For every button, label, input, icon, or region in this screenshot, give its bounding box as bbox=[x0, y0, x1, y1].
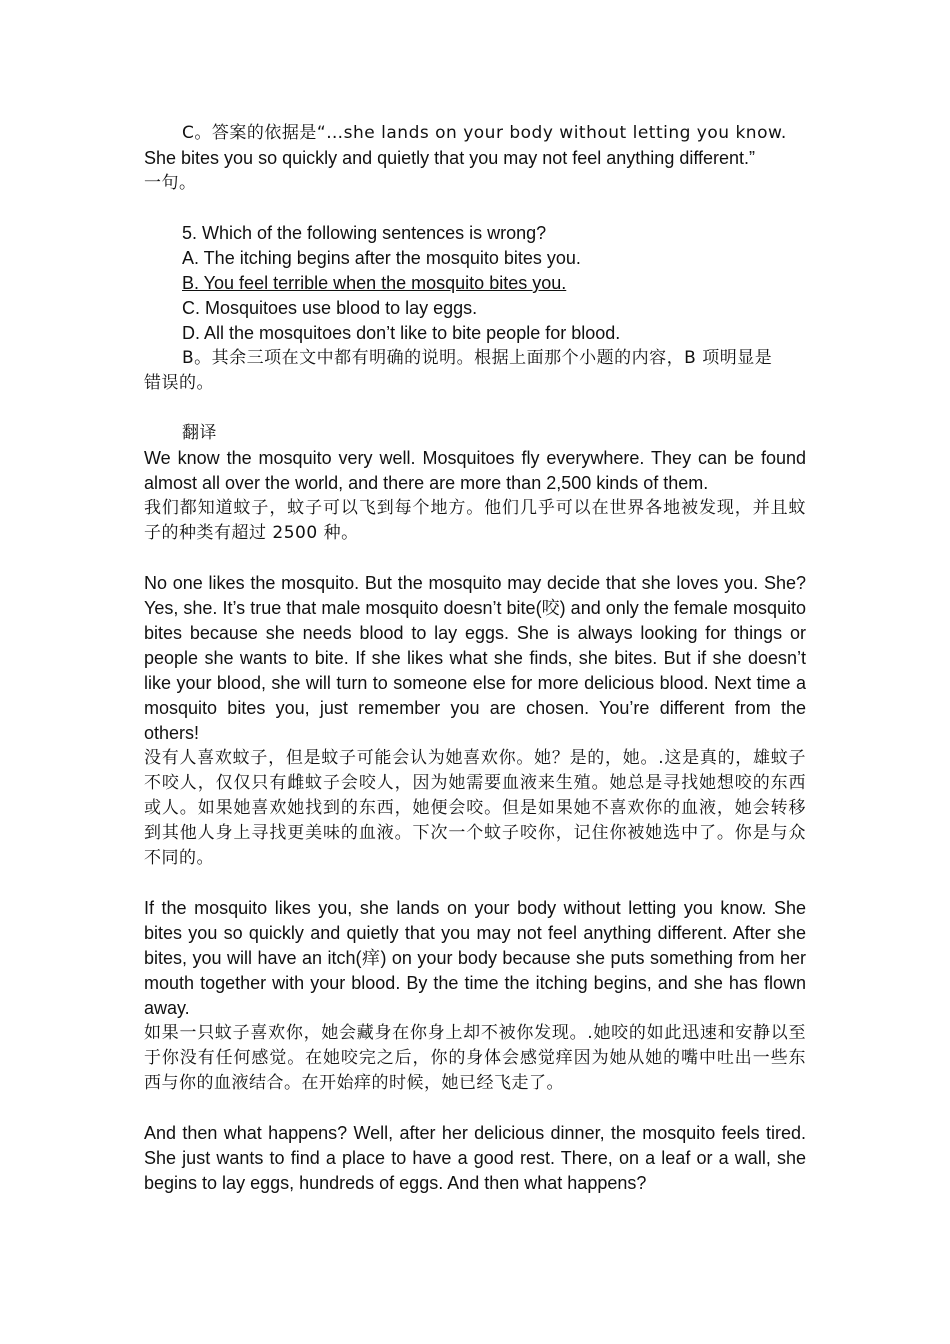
english-paragraph: We know the mosquito very well. Mosquitoes fly everywhere. They can be found almost all over the world, and there are more than 2,500 kinds of them. bbox=[144, 448, 806, 493]
answer-explanation-4 bbox=[144, 121, 806, 196]
chinese-translation: 没有人喜欢蚊子，但是蚊子可能会认为她喜欢你。她？是的，她。.这是真的，雄蚊子不咬人，仅仅只有雌蚊子会咬人，因为她需要血液来生殖。她总是寻找她想咬的东西或人。如果她喜欢她找到的东西，她便会咬。但是如果她不喜欢你的血液，她会转移到其他人身上寻找更美味的血液。下次一个蚊子咬你，记住你被她选中了。你是与众不同的。 bbox=[144, 748, 806, 868]
english-paragraph: No one likes the mosquito. But the mosquito may decide that she loves you. She? Yes, she. It’s true that male mosquito doesn’t bite(咬) and only the female mosquito bites because she needs blood to lay eggs. She is always looking for things or people she wants to bite. If she likes what she finds, she bites. But if she doesn’t like your blood, she will turn to someone else for more delicious blood. Next time a mosquito bites you, just remember you are chosen. You’re different from the others! bbox=[144, 573, 806, 743]
english-paragraph: If the mosquito likes you, she lands on your body without letting you know. She bites you so quickly and quietly that you may not feel anything different. After she bites, you will have an itch(痒) on your body because she puts something from her mouth together with your blood. By the time the itching begins, and she has flown away. bbox=[144, 898, 806, 1018]
option-c: C. Mosquitoes use blood to lay eggs. bbox=[182, 298, 478, 318]
answer-explanation: 错误的。 bbox=[144, 373, 214, 393]
paragraph-2 bbox=[144, 571, 806, 871]
english-paragraph: And then what happens? Well, after her delicious dinner, the mosquito feels tired. She just wants to find a place to have a good rest. There, on a leaf or a wall, she begins to lay eggs, hundreds of eggs. And then what happens? bbox=[144, 1123, 806, 1193]
answer-explanation: B。其余三项在文中都有明确的说明。根据上面那个小题的内容，B 项明显是 bbox=[182, 348, 773, 368]
question-5 bbox=[144, 221, 806, 396]
document-page bbox=[144, 121, 806, 1196]
option-a: A. The itching begins after the mosquito bites you. bbox=[182, 248, 581, 268]
option-b-correct: B. You feel terrible when the mosquito bites you. bbox=[182, 273, 567, 293]
paragraph-1 bbox=[144, 446, 806, 546]
chinese-translation: 我们都知道蚊子，蚊子可以飞到每个地方。他们几乎可以在世界各地被发现，并且蚊子的种类有超过 2500 种。 bbox=[144, 498, 806, 543]
explanation-line: She bites you so quickly and quietly that you may not feel anything different.” bbox=[144, 148, 756, 168]
explanation-line: C。答案的依据是“…she lands on your body without letting you know. bbox=[182, 123, 787, 143]
question-stem: 5. Which of the following sentences is wrong? bbox=[182, 223, 547, 243]
translation-heading: 翻译 bbox=[182, 423, 217, 443]
option-d: D. All the mosquitoes don’t like to bite people for blood. bbox=[182, 323, 621, 343]
chinese-translation: 如果一只蚊子喜欢你，她会藏身在你身上却不被你发现。.她咬的如此迅速和安静以至于你没有任何感觉。在她咬完之后，你的身体会感觉痒因为她从她的嘴中吐出一些东西与你的血液结合。在开始痒的时候，她已经飞走了。 bbox=[144, 1023, 806, 1093]
paragraph-3 bbox=[144, 896, 806, 1096]
paragraph-4 bbox=[144, 1121, 806, 1196]
explanation-line: 一句。 bbox=[144, 173, 197, 193]
